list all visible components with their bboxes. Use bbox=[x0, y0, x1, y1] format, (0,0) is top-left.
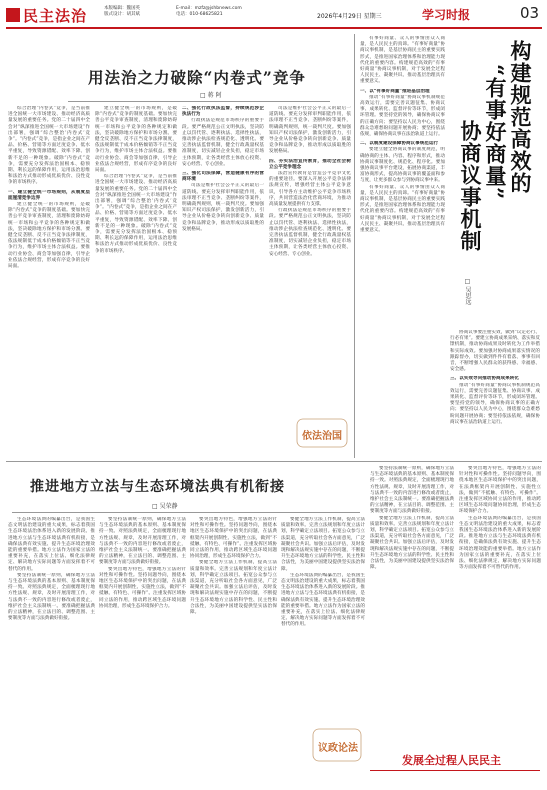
article3-para: 要健全地方立法工作机制，提高立法质量和效率。完善立法规划和年度立法计划，科学确定立法项目。拓宽公众参与立法渠道，充分听取社会各方面意见，广泛凝聚社会共识。加强立法后评估，及时发现和解决法规实施中存在的问题，不断提升生态环境地方立法的科学性、民主性和合法性，为美丽中国建设提供坚实法治保障。 bbox=[370, 515, 454, 571]
section-title: 民主法治 bbox=[23, 7, 88, 25]
article3-para: 要突出地方特色，增强地方立法的针对性和可操作性。坚持问题导向，围绕本地区生态环境保护中的突出问题，在法典框架内开展创制性、实施性立法，做到“不抵触、有特色、可操作”。注重发挥区域协同立法的作用，推动跨区域生态环境问题协同治理，形成生态环境保护合力。 bbox=[99, 566, 186, 609]
article2-col2-upper bbox=[450, 330, 540, 458]
article3-col5 bbox=[370, 466, 454, 736]
article2-para: 要建立健全协商议事的制度规范，明确协商的主体、内容、程序和形式，推动协商议事制度化、规范化、程序化。要加强协商议事平台建设，拓展协商渠道，丰富协商形式，提高协商议事的覆盖面和参与度，让更多群众参与到协商议事中来。 bbox=[360, 147, 445, 184]
article3-col1 bbox=[8, 517, 95, 779]
article1-para: 综合治理“内卷式”竞争，是当前推进全国统一大市场建设、推动经济高质量发展的重要任务。党的二十届四中全会对“纵深推进全国统一大市场建设”作出部署，强调“综合整治‘内卷式’竞争”。“内卷式”竞争，是指企业之间在产品、价格、营销等方面过度竞争、低水平重复，导致资源错配、效率下降、创新不足的一种现象。破除“内卷式”竞争，需要充分发挥法治固根本、稳预期、利长远的保障作用，运用法治思维和法治方式推动形成优质优价、良性竞争的市场秩序。 bbox=[95, 174, 177, 254]
section-logo-mark bbox=[6, 8, 20, 22]
article1-para: 建立健全统一的市场规则，是破除“内卷式”竞争的制度基础。要加快完善公平竞争审查制度，清理和废除妨碍统一市场和公平竞争的各种规定和做法，坚决破除地方保护和市场分割。要健全反垄断、反不正当竞争法律制度，依法规制低于成本价格倾销等不正当竞争行为，维护市场主体合法权益。要推动行业协会、商会等加强自律，引导企业依法合规经营，形成有序竞争的良好局面。 bbox=[8, 202, 90, 270]
article3-para: 要突出地方特色，增强地方立法的针对性和可操作性。坚持问题导向，围绕本地区生态环境保护中的突出问题，在法典框架内开展创制性、实施性立法，做到“不抵触、有特色、可操作”。注重发挥区域协同立法的作用，推动跨区域生态环境问题协同治理，形成生态环境保护合力。 bbox=[190, 517, 277, 560]
article1-para: 行政执法是规范市场秩序的重要手段。要严格规范公正文明执法，坚决防止以罚代管、逐利执法、选择性执法，推动涉企执法检查规范化、透明化。要完善执法监督机制，健全行政裁量权基准制度，切实减轻企业负担，稳定市场主体预期，让各类经营主体放心投资、安心经营、专心创业。 bbox=[269, 208, 351, 257]
article1-subhead: 二、强化行政执法监督，持续规范涉企执法行为 bbox=[182, 106, 264, 118]
article1-subhead: 三、强化司法保障，营造健康有序的营商环境 bbox=[182, 171, 264, 183]
article3-title-rule bbox=[12, 512, 360, 513]
seal-decoration-2 bbox=[312, 728, 362, 762]
page-number: 03 bbox=[520, 4, 540, 22]
article2-para: 推动“有事好商量”协商议事机制规范高效运行，需要完善议题征集、协商议事、成果转化、监督评价等环节，形成闭环管理。要坚持党的领导，确保协商议事的正确方向；要坚持以人民为中心，围绕群众急难愁盼问题开展协商；要坚持依法依规，确保协商议事在法治轨道上运行。 bbox=[450, 382, 540, 425]
article2-col1 bbox=[360, 36, 445, 458]
article1-para: 行政执法是规范市场秩序的重要手段。要严格规范公正文明执法，坚决防止以罚代管、逐利执法、选择性执法，推动涉企执法检查规范化、透明化。要完善执法监督机制，健全行政裁量权基准制度，切实减轻企业负担，稳定市场主体预期，让各类经营主体放心投资、安心经营、专心创业。 bbox=[182, 118, 264, 167]
article3-byline: □ 吴荣静 bbox=[152, 503, 178, 510]
article2-title-line1: 构建规范高效的 bbox=[508, 40, 533, 194]
article3-para: 生态环境法典的编纂出台，是我国生态文明法治建设的重大成果，标志着我国生态环境法治体系进入新的发展阶段。推进地方立法与生态环境法典有机衔接，是确保法典有效实施、提升生态环境治理效能的重要举措。地方立法作为国家立法的重要补充，在落实上位法、细化法律规定、解决地方实际问题等方面发挥着不可替代的作用。 bbox=[459, 515, 541, 571]
article1-col3 bbox=[182, 106, 264, 454]
article1-para: 司法是维护社会公平正义的最后一道防线。要充分发挥审判职能作用，依法审理不正当竞争、垄断纠纷等案件，明确裁判规则，统一裁判尺度。要加强知识产权司法保护，激发创新活力，引导企业从价格竞争转向创新竞争、质量竞争和品牌竞争，推动形成以质取胜的发展格局。 bbox=[269, 106, 351, 155]
article2-para: 协商议事要注重实效，做到“议定必行、行必有果”。要建立协商成果采纳、落实和反馈机制，推动协商成果及时转化为工作举措和实际成效。要加强对协商成果落实情况的跟踪督办，切实做到件件有着落、事事有回音，不断增强人民群众的获得感、幸福感、安全感。 bbox=[450, 330, 540, 373]
phone-line: 电话：010-68625821 bbox=[176, 12, 223, 17]
article1-subhead: 一、建立健全统一市场规则，从制度层面厘清竞争边界 bbox=[8, 189, 90, 201]
article2-title-line3: 协商议事机制 bbox=[458, 120, 483, 252]
article3-col3 bbox=[190, 517, 277, 779]
designer-line: 版式设计：胡其斌 bbox=[104, 12, 140, 17]
slogan-rule bbox=[370, 770, 540, 771]
article3-para: 要坚持法制统一原则，确保地方立法与生态环境法典的基本原则、基本制度保持一致。对照法典规定，全面梳理现行地方性法规、规章，及时开展清理工作，对与法典不一致的内容进行修改或者废止，维护社会主义法制统一。要准确把握法典的立法精神，在立法目的、调整范围、主要制度等方面与法典做好衔接。 bbox=[370, 466, 454, 515]
article1-col2 bbox=[95, 106, 177, 454]
email-line: E-mail：mzfz@jshbnews.com bbox=[176, 6, 242, 11]
article1-para: 建立健全统一的市场规则，是破除“内卷式”竞争的制度基础。要加快完善公平竞争审查制度，清理和废除妨碍统一市场和公平竞争的各种规定和做法，坚决破除地方保护和市场分割。要健全反垄断、反不正当竞争法律制度，依法规制低于成本价格倾销等不正当竞争行为，维护市场主体合法权益。要推动行业协会、商会等加强自律，引导企业依法合规经营，形成有序竞争的良好局面。 bbox=[95, 106, 177, 174]
slogan-banner: 发展全过程人民民主 bbox=[402, 754, 501, 767]
article2-subhead: 三、以实效导向推动协商成果转化 bbox=[450, 376, 519, 382]
editor-info bbox=[104, 6, 140, 18]
article1-title: 用法治之力破除“内卷式”竞争 bbox=[88, 68, 306, 87]
article1-col4 bbox=[269, 106, 351, 454]
seal-decoration-1 bbox=[296, 418, 348, 448]
article3-para: 要突出地方特色，增强地方立法的针对性和可操作性。坚持问题导向，围绕本地区生态环境保护中的突出问题，在法典框架内开展创制性、实施性立法，做到“不抵触、有特色、可操作”。注重发挥区域协同立法的作用，推动跨区域生态环境问题协同治理，形成生态环境保护合力。 bbox=[459, 466, 541, 515]
article2-para: 有事好商量、众人的事情由众人商量，是人民民主的真谛。“有事好商量”协商议事机制，是基层协商民主的重要实践形式，是推进国家治理体系和治理能力现代化的重要内容。构建规范高效的“有事好商量”协商议事机制，对于发展全过程人民民主、凝聚共识、推动基层治理具有重要意义。 bbox=[360, 36, 445, 85]
contact-info bbox=[176, 6, 242, 18]
article3-para: 生态环境法典的编纂出台，是我国生态文明法治建设的重大成果，标志着我国生态环境法治体系进入新的发展阶段。推进地方立法与生态环境法典有机衔接，是确保法典有效实施、提升生态环境治理效能的重要举措。地方立法作为国家立法的重要补充，在落实上位法、细化法律规定、解决地方实际问题等方面发挥着不可替代的作用。 bbox=[8, 517, 95, 572]
article3-para: 生态环境法典的编纂出台，是我国生态文明法治建设的重大成果，标志着我国生态环境法治体系进入新的发展阶段。推进地方立法与生态环境法典有机衔接，是确保法典有效实施、提升生态环境治理效能的重要举措。地方立法作为国家立法的重要补充，在落实上位法、细化法律规定、解决地方实际问题等方面发挥着不可替代的作用。 bbox=[281, 572, 365, 628]
article3-para: 要健全地方立法工作机制，提高立法质量和效率。完善立法规划和年度立法计划，科学确定立法项目。拓宽公众参与立法渠道，充分听取社会各方面意见，广泛凝聚社会共识。加强立法后评估，及时发现和解决法规实施中存在的问题，不断提升生态环境地方立法的科学性、民主性和合法性，为美丽中国建设提供坚实法治保障。 bbox=[281, 517, 365, 572]
article3-col4 bbox=[281, 517, 365, 727]
article2-para: 有事好商量、众人的事情由众人商量，是人民民主的真谛。“有事好商量”协商议事机制，是基层协商民主的重要实践形式，是推进国家治理体系和治理能力现代化的重要内容。构建规范高效的“有事好商量”协商议事机制，对于发展全过程人民民主、凝聚共识、推动基层治理具有重要意义。 bbox=[360, 184, 445, 234]
article1-title-rule bbox=[68, 101, 330, 102]
page-header bbox=[0, 0, 547, 30]
article1-col1 bbox=[8, 106, 90, 454]
article1-para: 综合治理“内卷式”竞争，是当前推进全国统一大市场建设、推动经济高质量发展的重要任务。党的二十届四中全会对“纵深推进全国统一大市场建设”作出部署，强调“综合整治‘内卷式’竞争”。“内卷式”竞争，是指企业之间在产品、价格、营销等方面过度竞争、低水平重复，导致资源错配、效率下降、创新不足的一种现象。破除“内卷式”竞争，需要充分发挥法治固根本、稳预期、利长远的保障作用，运用法治思维和法治方式推动形成优质优价、良性竞争的市场秩序。 bbox=[8, 106, 90, 186]
article2-subhead: 一、以“有事好商量”推进基层治理 bbox=[360, 88, 430, 94]
article1-subhead: 四、夯实法治宣传教育，推动全社会树立公平竞争理念 bbox=[269, 158, 351, 170]
article3-para: 要坚持法制统一原则，确保地方立法与生态环境法典的基本原则、基本制度保持一致。对照法典规定，全面梳理现行地方性法规、规章，及时开展清理工作，对与法典不一致的内容进行修改或者废止，维护社会主义法制统一。要准确把握法典的立法精神，在立法目的、调整范围、主要制度等方面与法典做好衔接。 bbox=[99, 517, 186, 566]
article1-para: 司法是维护社会公平正义的最后一道防线。要充分发挥审判职能作用，依法审理不正当竞争、垄断纠纷等案件，明确裁判规则，统一裁判尺度。要加强知识产权司法保护，激发创新活力，引导企业从价格竞争转向创新竞争、质量竞争和品牌竞争，推动形成以质取胜的发展格局。 bbox=[182, 183, 264, 232]
column-divider bbox=[354, 34, 355, 458]
article2-para: 推动“有事好商量”协商议事机制规范高效运行，需要完善议题征集、协商议事、成果转化、监督评价等环节，形成闭环管理。要坚持党的领导，确保协商议事的正确方向；要坚持以人民为中心，围绕群众急难愁盼问题开展协商；要坚持依法依规，确保协商议事在法治轨道上运行。 bbox=[360, 94, 445, 138]
article3-title: 推进地方立法与生态环境法典有机衔接 bbox=[30, 479, 285, 495]
article3-col2 bbox=[99, 517, 186, 779]
article3-col6 bbox=[459, 466, 541, 736]
article2-subhead: 二、以制度建设保障协商议事规范运行 bbox=[360, 141, 439, 147]
article2-title-line2: “有事好商量” bbox=[483, 64, 508, 201]
article1-byline: □ 蒋 阿 bbox=[200, 92, 222, 99]
article3-para: 要坚持法制统一原则，确保地方立法与生态环境法典的基本原则、基本制度保持一致。对照法典规定，全面梳理现行地方性法规、规章，及时开展清理工作，对与法典不一致的内容进行修改或者废止，维护社会主义法制统一。要准确把握法典的立法精神，在立法目的、调整范围、主要制度等方面与法典做好衔接。 bbox=[8, 572, 95, 622]
header-rule bbox=[6, 27, 542, 29]
editor-line: 本版编辑：魏国英 bbox=[104, 6, 140, 11]
seal-text-1: 依法治国 bbox=[302, 431, 342, 442]
article3-para: 要健全地方立法工作机制，提高立法质量和效率。完善立法规划和年度立法计划，科学确定立法项目。拓宽公众参与立法渠道，充分听取社会各方面意见，广泛凝聚社会共识。加强立法后评估，及时发现和解决法规实施中存在的问题，不断提升生态环境地方立法的科学性、民主性和合法性，为美丽中国建设提供坚实法治保障。 bbox=[190, 560, 277, 616]
article1-para: 法治宣传教育是营造公平竞争文化的重要途径。要深入开展公平竞争法律法规宣传，增强经营主体公平竞争意识，引导各方主动维护公平竞争市场秩序，共同营造法治化营商环境，为推动高质量发展提供有力支撑。 bbox=[269, 171, 351, 208]
paper-name: 学习时报 bbox=[422, 8, 471, 22]
issue-date: 2026年4月29日 星期三 bbox=[317, 13, 382, 20]
section-separator bbox=[6, 461, 542, 462]
seal-text-2: 议政论法 bbox=[318, 743, 358, 754]
article2-byline: □ 吴思远 bbox=[464, 278, 471, 305]
